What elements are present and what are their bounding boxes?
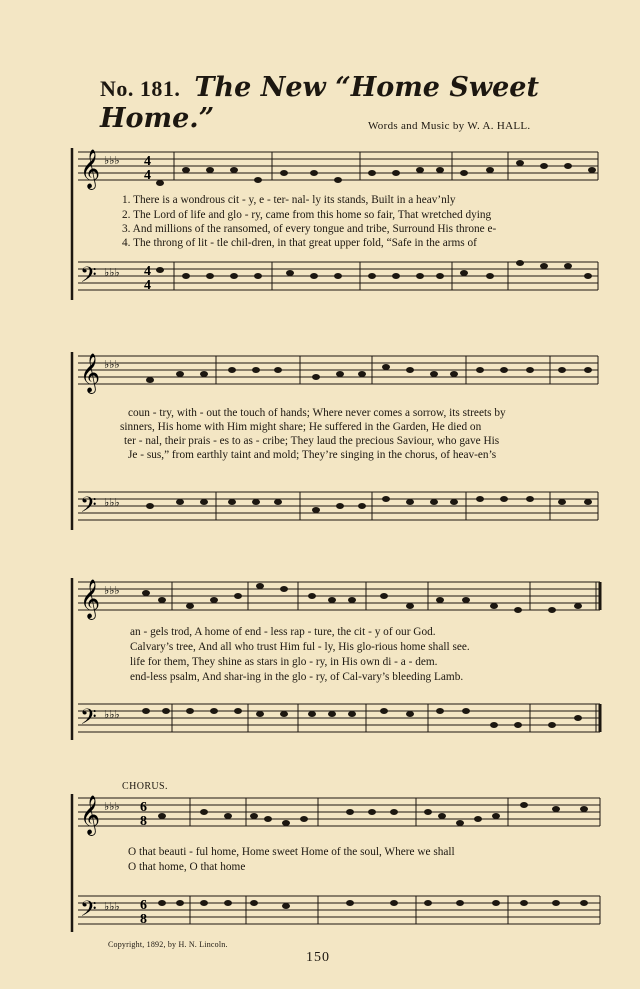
treble-clef-icon: 𝄞	[80, 353, 101, 393]
treble-clef-icon: 𝄞	[80, 795, 101, 835]
lyrics-verse-1: 1. There is a wondrous cit - y, e - ter- nal- ly its stands, Built in a heav’nly	[122, 194, 456, 206]
key-signature-flats-icon: ♭♭♭	[104, 266, 120, 279]
copyright-notice: Copyright, 1892, by H. N. Lincoln.	[108, 940, 228, 949]
key-signature-flats-icon: ♭♭♭	[104, 584, 120, 597]
svg-text:4: 4	[144, 168, 151, 183]
lyrics-verse-2: 2. The Lord of life and glo - ry, came from this home so fair, That wretched dying	[122, 209, 492, 221]
svg-text:4: 4	[144, 264, 151, 279]
hymn-title: The New “Home Sweet Home.”	[100, 72, 539, 134]
lyrics-verse-1: an - gels trod, A home of end - less rap - ture, the cit - y of our God.	[130, 626, 436, 638]
key-signature-flats-icon: ♭♭♭	[104, 900, 120, 913]
treble-clef-icon: 𝄞	[80, 149, 101, 189]
lyrics-verse-1: coun - try, with - out the touch of hands; Where never comes a sorrow, its streets by	[128, 407, 506, 419]
treble-staff-3	[78, 582, 600, 610]
svg-text:6: 6	[140, 800, 147, 815]
key-signature-flats-icon: ♭♭♭	[104, 154, 120, 167]
treble-staff-chorus	[78, 798, 600, 826]
bass-clef-icon: 𝄢	[80, 705, 97, 735]
bass-staff-3	[78, 704, 600, 732]
svg-text:8: 8	[140, 912, 147, 927]
lyrics-verse-3: ter - nal, their prais - es to as - cribe; They laud the precious Saviour, who gave His	[124, 435, 500, 447]
bass-clef-icon: 𝄢	[80, 493, 97, 523]
attribution: Words and Music by W. A. HALL.	[368, 120, 531, 132]
svg-text:4: 4	[144, 154, 151, 169]
svg-text:4: 4	[144, 278, 151, 293]
lyrics-chorus-2: O that home, O that home	[128, 861, 246, 873]
key-signature-flats-icon: ♭♭♭	[104, 708, 120, 721]
hymn-number: No. 181.	[100, 76, 181, 101]
key-signature-flats-icon: ♭♭♭	[104, 358, 120, 371]
lyrics-verse-4: 4. The throng of lit - tle chil-dren, in that great upper fold, “Safe in the arms of	[122, 237, 477, 249]
music-system-chorus	[0, 790, 640, 940]
lyrics-verse-3: 3. And millions of the ransomed, of every tongue and tribe, Surround His throne e-	[122, 223, 497, 235]
key-signature-flats-icon: ♭♭♭	[104, 800, 120, 813]
treble-staff-2	[78, 356, 598, 384]
lyrics-chorus-1: O that beauti - ful home, Home sweet Home of the soul, Where we shall	[128, 846, 455, 858]
page-number: 150	[306, 950, 330, 965]
chorus-label: CHORUS.	[122, 781, 168, 792]
lyrics-verse-2: sinners, His home with Him might share; He suffered in the Garden, He died on	[120, 421, 482, 433]
svg-text:6: 6	[140, 898, 147, 913]
treble-clef-icon: 𝄞	[80, 579, 101, 619]
lyrics-verse-3: life for them, They shine as stars in glo - ry, in His own di - a - dem.	[130, 656, 438, 668]
bass-clef-icon: 𝄢	[80, 897, 97, 927]
key-signature-flats-icon: ♭♭♭	[104, 496, 120, 509]
svg-text:8: 8	[140, 814, 147, 829]
lyrics-verse-2: Calvary’s tree, And all who trust Him ful - ly, His glo-rious home shall see.	[130, 641, 470, 653]
bass-clef-icon: 𝄢	[80, 263, 97, 293]
lyrics-verse-4: Je - sus,” from earthly taint and mold; They’re singing in the chorus, of heav-en’s	[128, 449, 497, 461]
bass-staff-chorus	[78, 896, 600, 924]
lyrics-verse-4: end-less psalm, And shar-ing in the glo - ry, of Cal-vary’s bleeding Lamb.	[130, 671, 464, 683]
